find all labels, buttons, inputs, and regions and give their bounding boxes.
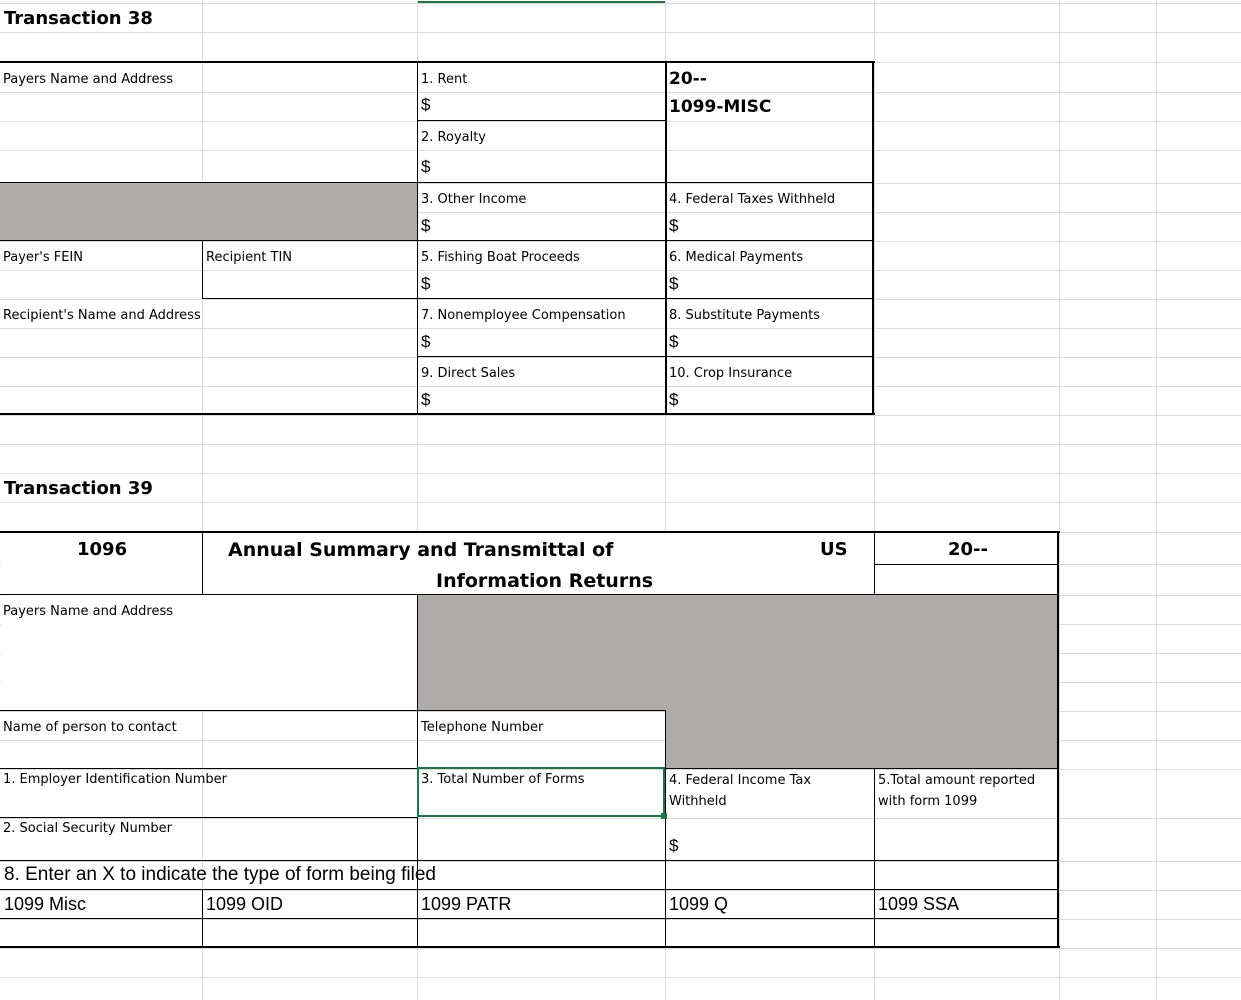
nonemp-label: 7. Nonemployee Compensation [421,308,626,323]
fill-handle[interactable] [661,813,667,819]
fed-income-tax-amount[interactable]: $ [669,836,679,855]
fishing-amount[interactable]: $ [421,274,431,293]
form-type-prompt: 8. Enter an X to indicate the type of form being filed [4,864,436,885]
country: US [820,539,848,560]
nonemp-amount[interactable]: $ [421,332,431,351]
rent-amount[interactable]: $ [421,95,431,114]
royalty-amount[interactable]: $ [421,157,431,176]
total-forms-label: 3. Total Number of Forms [421,772,585,787]
form-type-1099-patr[interactable]: 1099 PATR [421,894,512,914]
direct-sales-amount[interactable]: $ [421,390,431,409]
royalty-label: 2. Royalty [421,130,486,145]
fed-tax-amount[interactable]: $ [669,216,679,235]
form-type-1099-q[interactable]: 1099 Q [669,894,729,914]
payers-name-label: Payers Name and Address [3,72,174,87]
substitute-label: 8. Substitute Payments [669,308,821,323]
substitute-amount[interactable]: $ [669,332,679,351]
recipient-tin-label: Recipient TIN [206,250,293,265]
heading-line-1: Annual Summary and Transmittal of [228,539,614,561]
crop-label: 10. Crop Insurance [669,366,793,381]
ssn-label: 2. Social Security Number [3,821,172,836]
form-type-1099-oid[interactable]: 1099 OID [206,894,284,914]
medical-amount[interactable]: $ [669,274,679,293]
gray-shaded-area [418,595,1058,710]
crop-amount[interactable]: $ [669,390,679,409]
rent-label: 1. Rent [421,72,468,87]
form-type-1099-misc[interactable]: 1099 Misc [4,894,87,914]
transaction-38-title: Transaction 38 [4,8,153,29]
total-amount-label: 5.Total amount reported with form 1099 [878,773,1036,809]
form-type-1099-ssa[interactable]: 1099 SSA [878,894,960,914]
other-income-amount[interactable]: $ [421,216,431,235]
gray-shaded-area [0,183,418,241]
gray-shaded-area [666,710,1058,768]
medical-label: 6. Medical Payments [669,250,804,265]
ein-label: 1. Employer Identification Number [3,772,227,787]
contact-label: Name of person to contact [3,720,177,735]
recipient-name-label: Recipient's Name and Address [3,308,201,323]
fishing-label: 5. Fishing Boat Proceeds [421,250,580,265]
payer-fein-label: Payer's FEIN [3,250,83,265]
form-year: 20-- [948,539,988,560]
direct-sales-label: 9. Direct Sales [421,366,516,381]
transaction-39-title: Transaction 39 [4,478,153,499]
form-name: 1099-MISC [669,97,772,117]
telephone-label: Telephone Number [421,720,544,735]
form-number: 1096 [77,539,128,560]
other-income-label: 3. Other Income [421,192,527,207]
form-year: 20-- [669,69,707,89]
fed-tax-label: 4. Federal Taxes Withheld [669,192,836,207]
fed-income-tax-label: 4. Federal Income Tax Withheld [669,773,812,809]
heading-line-2: Information Returns [436,570,654,592]
payers-name-label: Payers Name and Address [3,604,174,619]
